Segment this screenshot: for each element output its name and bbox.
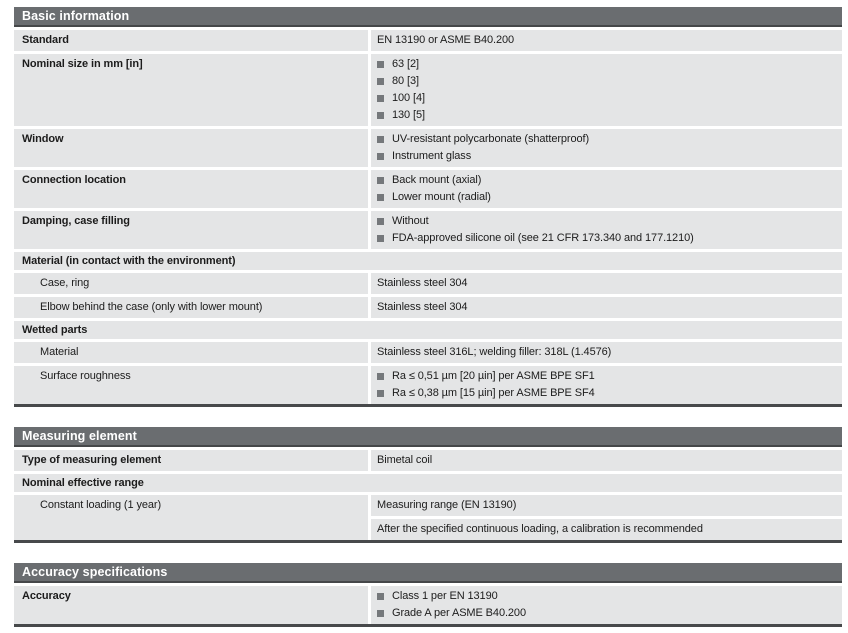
section-title: Accuracy specifications	[22, 565, 168, 579]
row-label: Accuracy	[22, 590, 71, 602]
spec-row	[14, 321, 842, 339]
spec-row	[14, 252, 842, 270]
spec-tables	[14, 7, 842, 627]
value-text: 100 [4]	[392, 92, 425, 104]
value-text: Lower mount (radial)	[392, 191, 491, 203]
value-line	[377, 213, 836, 230]
value-text: 130 [5]	[392, 109, 425, 121]
value-line	[377, 148, 836, 165]
spec-row	[14, 170, 842, 208]
bullet-square-icon	[377, 235, 384, 242]
value-line	[377, 32, 836, 49]
value-text: EN 13190 or ASME B40.200	[377, 34, 515, 46]
row-value-cell	[371, 297, 842, 318]
spec-row	[14, 273, 842, 294]
row-value-cell	[371, 586, 842, 624]
row-label: Case, ring	[40, 277, 90, 289]
spec-row	[14, 366, 842, 404]
value-text: Stainless steel 304	[377, 301, 468, 313]
spec-section	[14, 7, 842, 407]
value-text: 80 [3]	[392, 75, 419, 87]
section-header	[14, 427, 842, 447]
spec-row	[14, 54, 842, 126]
subsection-label: Nominal effective range	[22, 477, 144, 489]
value-text: Stainless steel 304	[377, 277, 468, 289]
subsection-header-cell	[14, 321, 842, 339]
row-label-cell	[14, 273, 368, 294]
spec-row	[14, 297, 842, 318]
subsection-header-cell	[14, 474, 842, 492]
section-header	[14, 563, 842, 583]
value-line	[377, 131, 836, 148]
value-text: Ra ≤ 0,51 µm [20 µin] per ASME BPE SF1	[392, 370, 595, 382]
spec-row	[14, 30, 842, 51]
value-text: Ra ≤ 0,38 µm [15 µin] per ASME BPE SF4	[392, 387, 595, 399]
subsection-label: Wetted parts	[22, 324, 88, 336]
row-label: Damping, case filling	[22, 215, 130, 227]
value-text: Measuring range (EN 13190)	[377, 499, 517, 511]
value-text: After the specified continuous loading, a calibration is recommended	[377, 523, 703, 535]
row-value-cell	[371, 495, 842, 516]
spec-row	[14, 586, 842, 624]
row-label-cell	[14, 342, 368, 363]
row-value-cell	[371, 450, 842, 471]
value-text: UV-resistant polycarbonate (shatterproof)	[392, 133, 590, 145]
bullet-square-icon	[377, 218, 384, 225]
value-line	[377, 230, 836, 247]
row-label-cell	[14, 450, 368, 471]
value-text: Without	[392, 215, 429, 227]
row-label-cell	[14, 586, 368, 624]
row-label: Surface roughness	[40, 370, 131, 382]
value-text: Bimetal coil	[377, 454, 433, 466]
row-label: Connection location	[22, 174, 126, 186]
value-line	[377, 497, 836, 514]
row-label: Elbow behind the case (only with lower mount)	[40, 301, 263, 313]
value-line	[377, 588, 836, 605]
row-label: Material	[40, 346, 79, 358]
spec-section	[14, 427, 842, 543]
value-line	[377, 368, 836, 385]
bullet-square-icon	[377, 177, 384, 184]
spec-row	[14, 211, 842, 249]
section-title: Measuring element	[22, 429, 137, 443]
value-line	[377, 605, 836, 622]
subsection-header-cell	[14, 252, 842, 270]
bullet-square-icon	[377, 61, 384, 68]
spec-row	[14, 450, 842, 471]
row-label-cell	[14, 30, 368, 51]
row-value-cell	[371, 273, 842, 294]
bullet-square-icon	[377, 95, 384, 102]
value-text: 63 [2]	[392, 58, 419, 70]
row-label: Window	[22, 133, 64, 145]
row-label: Nominal size in mm [in]	[22, 58, 143, 70]
section-rows	[14, 586, 842, 624]
spec-section	[14, 563, 842, 627]
bullet-square-icon	[377, 112, 384, 119]
bullet-square-icon	[377, 78, 384, 85]
bullet-square-icon	[377, 390, 384, 397]
row-value-cell	[371, 342, 842, 363]
row-label: Constant loading (1 year)	[40, 499, 162, 511]
row-value-cell	[371, 170, 842, 208]
value-line	[377, 385, 836, 402]
value-line	[377, 275, 836, 292]
value-line	[377, 73, 836, 90]
row-value-cell	[371, 129, 842, 167]
spec-row	[14, 495, 842, 540]
spec-row	[14, 129, 842, 167]
value-line	[377, 172, 836, 189]
row-label-cell	[14, 297, 368, 318]
value-text: Instrument glass	[392, 150, 472, 162]
bullet-square-icon	[377, 194, 384, 201]
value-text: FDA-approved silicone oil (see 21 CFR 173.340 and 177.1210)	[392, 232, 694, 244]
row-value-cell	[371, 30, 842, 51]
value-text: Class 1 per EN 13190	[392, 590, 498, 602]
value-text: Grade A per ASME B40.200	[392, 607, 526, 619]
value-line	[377, 107, 836, 124]
bullet-square-icon	[377, 610, 384, 617]
row-value-cell	[371, 519, 842, 540]
value-text: Back mount (axial)	[392, 174, 482, 186]
bullet-square-icon	[377, 136, 384, 143]
subsection-label: Material (in contact with the environment)	[22, 255, 236, 267]
bullet-square-icon	[377, 153, 384, 160]
row-label: Standard	[22, 34, 69, 46]
section-rows	[14, 450, 842, 540]
value-line	[377, 56, 836, 73]
row-value-cell	[371, 366, 842, 404]
value-line	[377, 452, 836, 469]
value-line	[377, 90, 836, 107]
row-label-cell	[14, 129, 368, 167]
spec-row	[14, 342, 842, 363]
value-line	[377, 189, 836, 206]
row-label-cell	[14, 170, 368, 208]
value-line	[377, 299, 836, 316]
value-text: Stainless steel 316L; welding filler: 318L (1.4576)	[377, 346, 612, 358]
spec-row	[14, 474, 842, 492]
row-value-cell	[371, 211, 842, 249]
value-line	[377, 344, 836, 361]
row-label-cell	[14, 366, 368, 404]
row-value-stack	[371, 495, 842, 540]
section-rows	[14, 30, 842, 404]
section-header	[14, 7, 842, 27]
row-value-cell	[371, 54, 842, 126]
row-label-cell	[14, 495, 368, 540]
value-line	[377, 521, 836, 538]
row-label-cell	[14, 211, 368, 249]
section-title: Basic information	[22, 9, 130, 23]
row-label: Type of measuring element	[22, 454, 162, 466]
bullet-square-icon	[377, 373, 384, 380]
row-label-cell	[14, 54, 368, 126]
bullet-square-icon	[377, 593, 384, 600]
